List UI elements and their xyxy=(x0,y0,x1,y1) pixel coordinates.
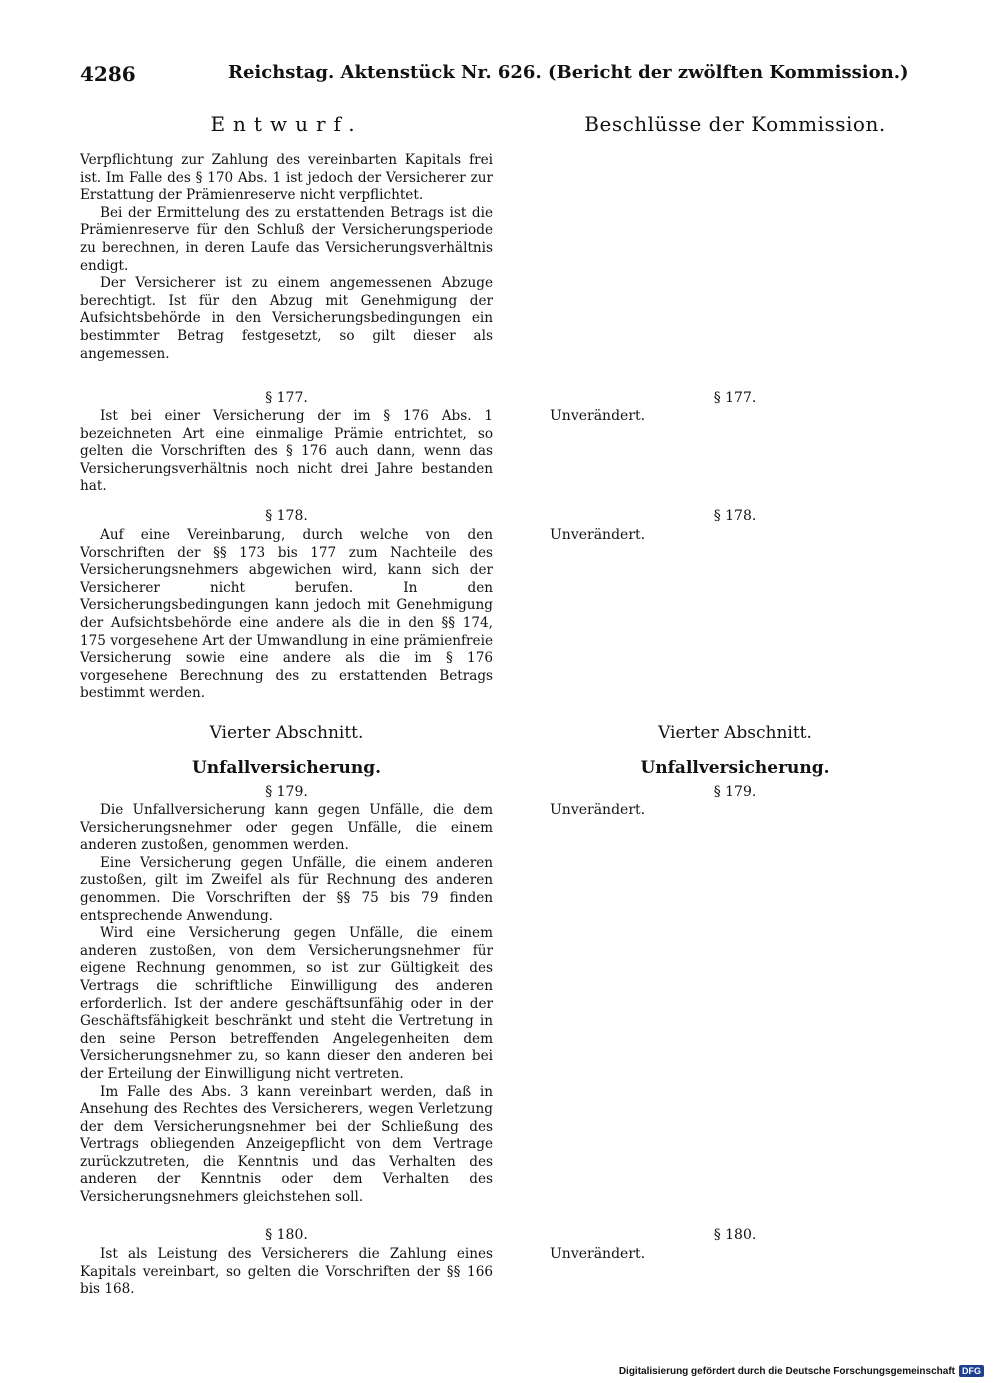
section-177-title: § 177. xyxy=(265,390,308,406)
abschnitt-title-right: Vierter Abschnitt. xyxy=(658,723,812,743)
left-column-heading: Entwurf. xyxy=(210,112,363,136)
abschnitt-title-left: Vierter Abschnitt. xyxy=(209,723,364,743)
section-179-paragraph: Im Falle des Abs. 3 kann vereinbart werden, daß in Ansehung des Rechtes des Versicherers, wegen Verletzung der dem Versicherungsnehmer bei der Schließung des Vertrags obliegenden Anzeigepflicht von dem Vertrage zurückzutreten, die Kenntnis und das Verhalten des anderen der Kenntnis oder dem Verhalten des Versicherungsnehmers gleichstehen soll. xyxy=(80,1083,493,1206)
dfg-logo-icon: DFG xyxy=(959,1365,984,1377)
footer xyxy=(619,1365,984,1377)
section-177-text xyxy=(80,408,493,496)
page-number: 4286 xyxy=(80,62,136,86)
section-180-decision: Unverändert. xyxy=(550,1246,646,1262)
section-180-title: § 180. xyxy=(265,1227,308,1243)
section-179-text xyxy=(80,802,493,1207)
intro-paragraph: Der Versicherer ist zu einem angemessenen Abzuge berechtigt. Ist für den Abzug mit Genehmigung der Aufsichtsbehörde in den Versicherungsbedingungen ein bestimmter Betrag festgesetzt, so gilt dieser als angemessen. xyxy=(80,275,493,362)
footer-text: Digitalisierung gefördert durch die Deutsche Forschungsgemeinschaft xyxy=(618,1365,955,1377)
section-177-decision-title: § 177. xyxy=(713,390,757,406)
section-177-paragraph: Ist bei einer Versicherung der im § 176 Abs. 1 bezeichneten Art eine einmalige Prämie entrichtet, so gelten die Vorschriften des § 176 auch dann, wenn das Versicherungsverhältnis noch nicht drei Jahre bestanden hat. xyxy=(80,408,493,495)
intro-text xyxy=(80,152,493,363)
section-180-decision-title: § 180. xyxy=(713,1227,757,1243)
abschnitt-subtitle-right: Unfallversicherung. xyxy=(640,758,830,778)
section-179-paragraph: Eine Versicherung gegen Unfälle, die einem anderen zustoßen, gilt im Zweifel als für Rechnung des anderen genommen. Die Vorschriften der §§ 75 bis 79 finden entsprechende Anwendung. xyxy=(80,854,493,924)
running-header: Reichstag. Aktenstück Nr. 626. (Bericht der zwölften Kommission.) xyxy=(228,62,909,83)
abschnitt-subtitle-left: Unfallversicherung. xyxy=(191,758,382,778)
section-178-paragraph: Auf eine Vereinbarung, durch welche von den Vorschriften der §§ 173 bis 177 zum Nachteile des Versicherungsnehmers abgewichen wird, kann sich der Versicherer nicht berufen. In den Versicherungsbedingungen kann jedoch mit Genehmigung der Aufsichtsbehörde eine andere als die in den §§ 174, 175 vorgesehene Art der Umwandlung in eine prämienfreie Versicherung sowie eine andere als die im § 176 vorgesehene Berechnung des zu erstattenden Betrags bestimmt werden. xyxy=(80,527,493,702)
intro-paragraph: Verpflichtung zur Zahlung des vereinbarten Kapitals frei ist. Im Falle des § 170 Abs. 1 ist jedoch der Versicherer zur Erstattung der Prämienreserve nicht verpflichtet. xyxy=(80,152,493,204)
section-179-paragraph: Wird eine Versicherung gegen Unfälle, die einem anderen zustoßen, von dem Versicherungsnehmer für eigene Rechnung genommen, so ist zur Gültigkeit des Vertrags die schriftliche Einwilligung des anderen erforderlich. Ist der andere geschäftsunfähig oder in der Geschäftsfähigkeit beschränkt und steht die Vertretung in den seine Person betreffenden Angelegenheiten dem Versicherungsnehmer zu, so kann dieser den anderen bei der Erteilung der Einwilligung nicht vertreten. xyxy=(80,925,493,1082)
section-180-paragraph: Ist als Leistung des Versicherers die Zahlung eines Kapitals vereinbart, so gelten die Vorschriften der §§ 166 bis 168. xyxy=(80,1246,493,1298)
section-178-text xyxy=(80,527,493,703)
section-179-decision-title: § 179. xyxy=(713,784,757,800)
right-column-heading: Beschlüsse der Kommission. xyxy=(584,112,886,136)
section-178-decision: Unverändert. xyxy=(550,527,646,543)
section-179-decision: Unverändert. xyxy=(550,802,646,818)
section-179-title: § 179. xyxy=(265,784,308,800)
section-180-text xyxy=(80,1246,493,1299)
section-178-decision-title: § 178. xyxy=(713,508,757,524)
section-179-paragraph: Die Unfallversicherung kann gegen Unfälle, die dem Versicherungsnehmer oder gegen Unfälle, die einem anderen zustoßen, genommen werden. xyxy=(80,802,493,854)
section-178-title: § 178. xyxy=(265,508,308,524)
section-177-decision: Unverändert. xyxy=(550,408,646,424)
intro-paragraph: Bei der Ermittelung des zu erstattenden Betrags ist die Prämienreserve für den Schluß der Versicherungsperiode zu berechnen, in deren Laufe das Versicherungsverhältnis endigt. xyxy=(80,204,493,274)
